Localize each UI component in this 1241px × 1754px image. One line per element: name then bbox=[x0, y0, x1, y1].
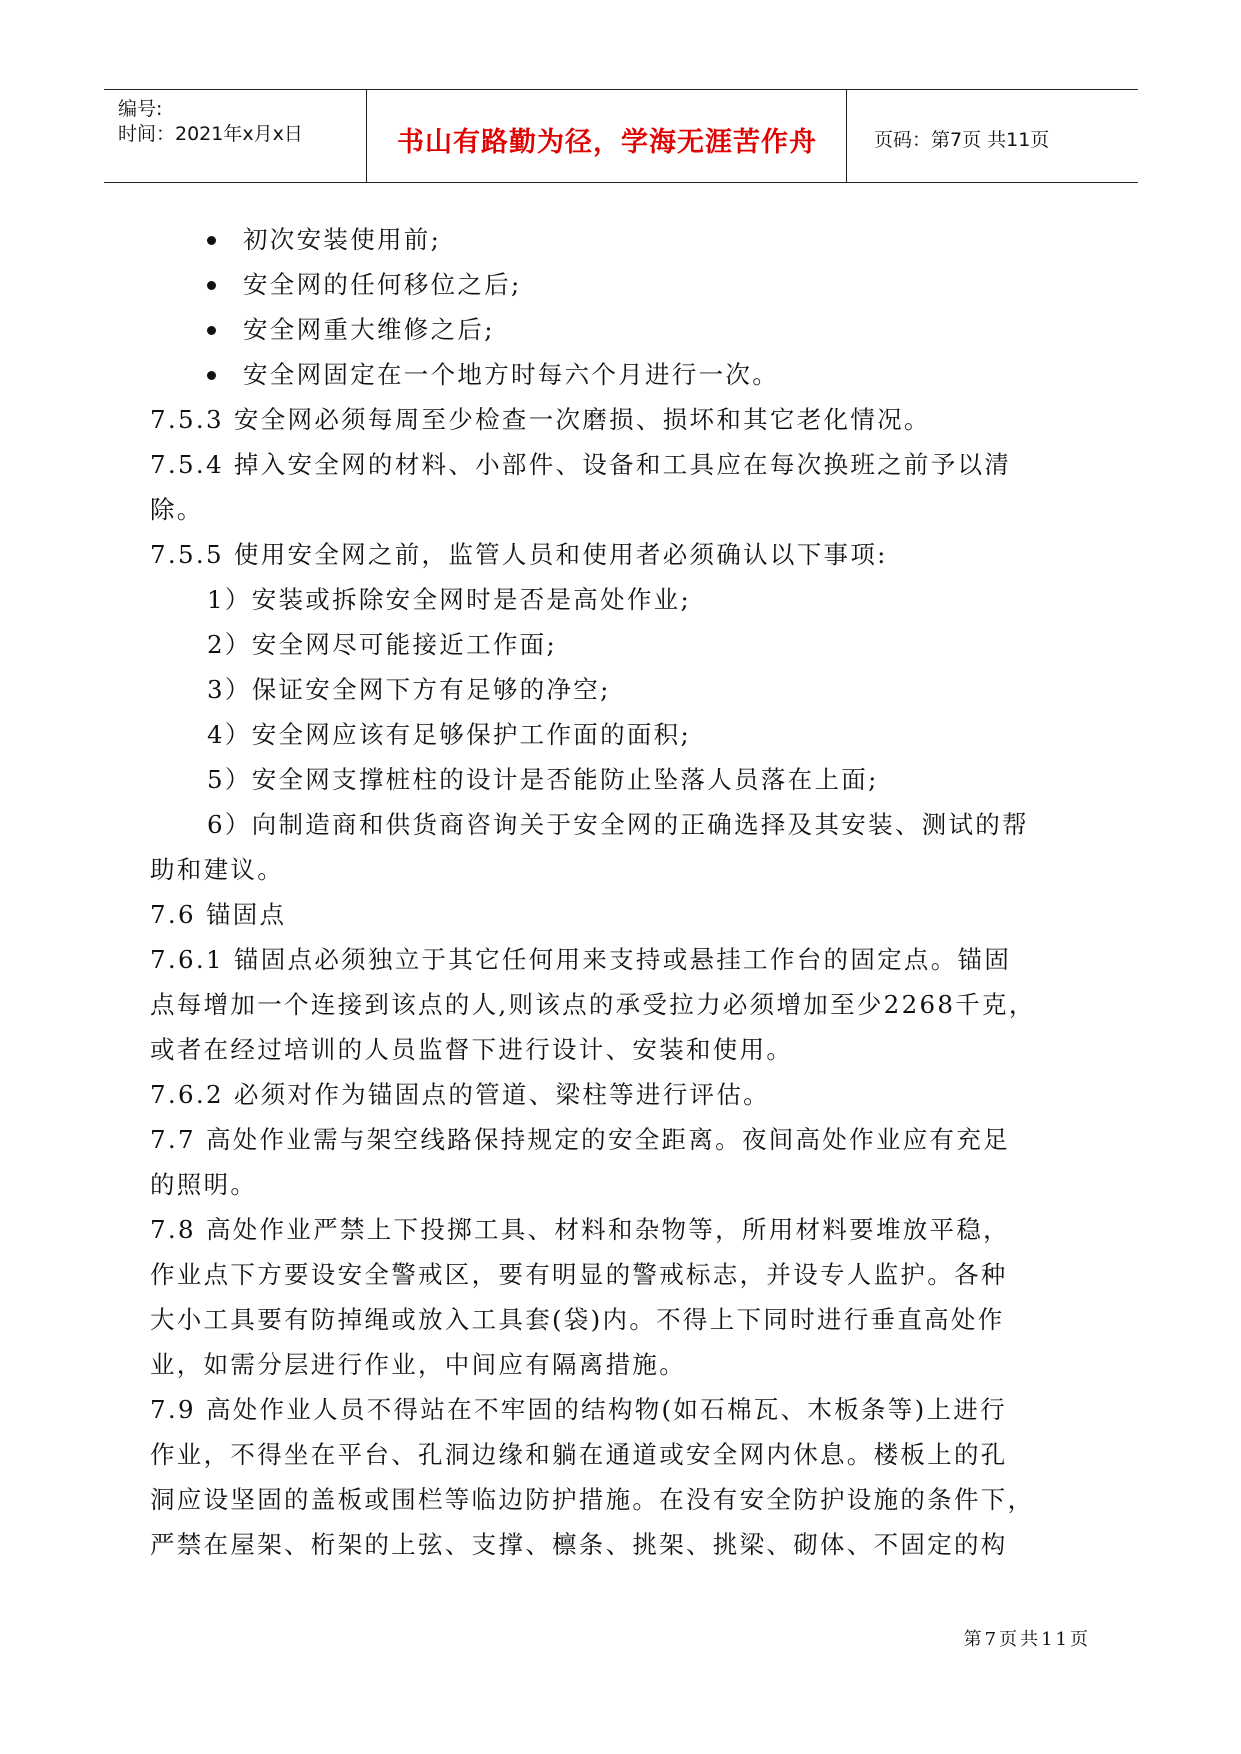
bullet-item: 安全网的任何移位之后; bbox=[150, 262, 1090, 307]
bullet-icon bbox=[207, 281, 216, 290]
text-line: 7.6.2 必须对作为锚固点的管道、梁柱等进行评估。 bbox=[150, 1080, 770, 1109]
header-page-cell bbox=[848, 90, 1138, 182]
text-line: 7.9 高处作业人员不得站在不牢固的结构物(如石棉瓦、木板条等)上进行 bbox=[150, 1395, 1007, 1424]
bullet-item: 安全网重大维修之后; bbox=[150, 307, 1090, 352]
text-line: 7.8 高处作业严禁上下投掷工具、材料和杂物等，所用材料要堆放平稳， bbox=[150, 1215, 1010, 1244]
text-line: 或者在经过培训的人员监督下进行设计、安装和使用。 bbox=[150, 1035, 794, 1064]
text-line: 作业点下方要设安全警戒区，要有明显的警戒标志，并设专人监护。各种 bbox=[150, 1260, 1008, 1289]
header-motto-cell bbox=[368, 90, 847, 182]
header-motto: 书山有路勤为径，学海无涯苦作舟 bbox=[397, 127, 817, 158]
text-line: 7.5.5 使用安全网之前，监管人员和使用者必须确认以下事项: bbox=[150, 540, 888, 569]
header-page-code: 页码：第7页 共11页 bbox=[874, 129, 1050, 151]
bullet-item: 初次安装使用前; bbox=[150, 217, 1090, 262]
text-line: 1）安装或拆除安全网时是否是高处作业; bbox=[207, 585, 692, 614]
text-line: 严禁在屋架、桁架的上弦、支撑、檩条、挑架、挑梁、砌体、不固定的构 bbox=[150, 1530, 1008, 1559]
document-body bbox=[150, 217, 1090, 1567]
text-line: 5）安全网支撑桩柱的设计是否能防止坠落人员落在上面; bbox=[207, 765, 879, 794]
section-heading: 7.6 锚固点 bbox=[150, 900, 287, 929]
document-time-label: 时间：2021年x月x日 bbox=[118, 123, 303, 145]
text-line: 6）向制造商和供货商咨询关于安全网的正确选择及其安装、测试的帮 bbox=[207, 810, 1029, 839]
text-line: 的照明。 bbox=[150, 1170, 258, 1199]
text-line: 点每增加一个连接到该点的人,则该点的承受拉力必须增加至少2268千克， bbox=[150, 990, 1036, 1019]
text-line: 7.5.3 安全网必须每周至少检查一次磨损、损坏和其它老化情况。 bbox=[150, 405, 931, 434]
header-info-cell bbox=[104, 90, 367, 182]
text-line: 4）安全网应该有足够保护工作面的面积; bbox=[207, 720, 692, 749]
text-line: 作业，不得坐在平台、孔洞边缘和躺在通道或安全网内休息。楼板上的孔 bbox=[150, 1440, 1008, 1469]
text-line: 7.5.4 掉入安全网的材料、小部件、设备和工具应在每次换班之前予以清 bbox=[150, 450, 1012, 479]
text-line: 业，如需分层进行作业，中间应有隔离措施。 bbox=[150, 1350, 686, 1379]
text-line: 3）保证安全网下方有足够的净空; bbox=[207, 675, 611, 704]
bullet-icon bbox=[207, 326, 216, 335]
bullet-icon bbox=[207, 236, 216, 245]
page-header bbox=[104, 89, 1138, 183]
text-line: 大小工具要有防掉绳或放入工具套(袋)内。不得上下同时进行垂直高处作 bbox=[150, 1305, 1005, 1334]
text-line: 洞应设坚固的盖板或围栏等临边防护措施。在没有安全防护设施的条件下， bbox=[150, 1485, 1035, 1514]
bullet-item: 安全网固定在一个地方时每六个月进行一次。 bbox=[150, 352, 1090, 397]
text-line: 助和建议。 bbox=[150, 855, 284, 884]
text-line: 7.6.1 锚固点必须独立于其它任何用来支持或悬挂工作台的固定点。锚固 bbox=[150, 945, 1012, 974]
page-footer: 第7页共11页 bbox=[963, 1629, 1091, 1650]
bullet-icon bbox=[207, 371, 216, 380]
text-line: 除。 bbox=[150, 495, 204, 524]
document-number-label: 编号: bbox=[118, 98, 163, 120]
text-line: 7.7 高处作业需与架空线路保持规定的安全距离。夜间高处作业应有充足 bbox=[150, 1125, 1010, 1154]
text-line: 2）安全网尽可能接近工作面; bbox=[207, 630, 558, 659]
